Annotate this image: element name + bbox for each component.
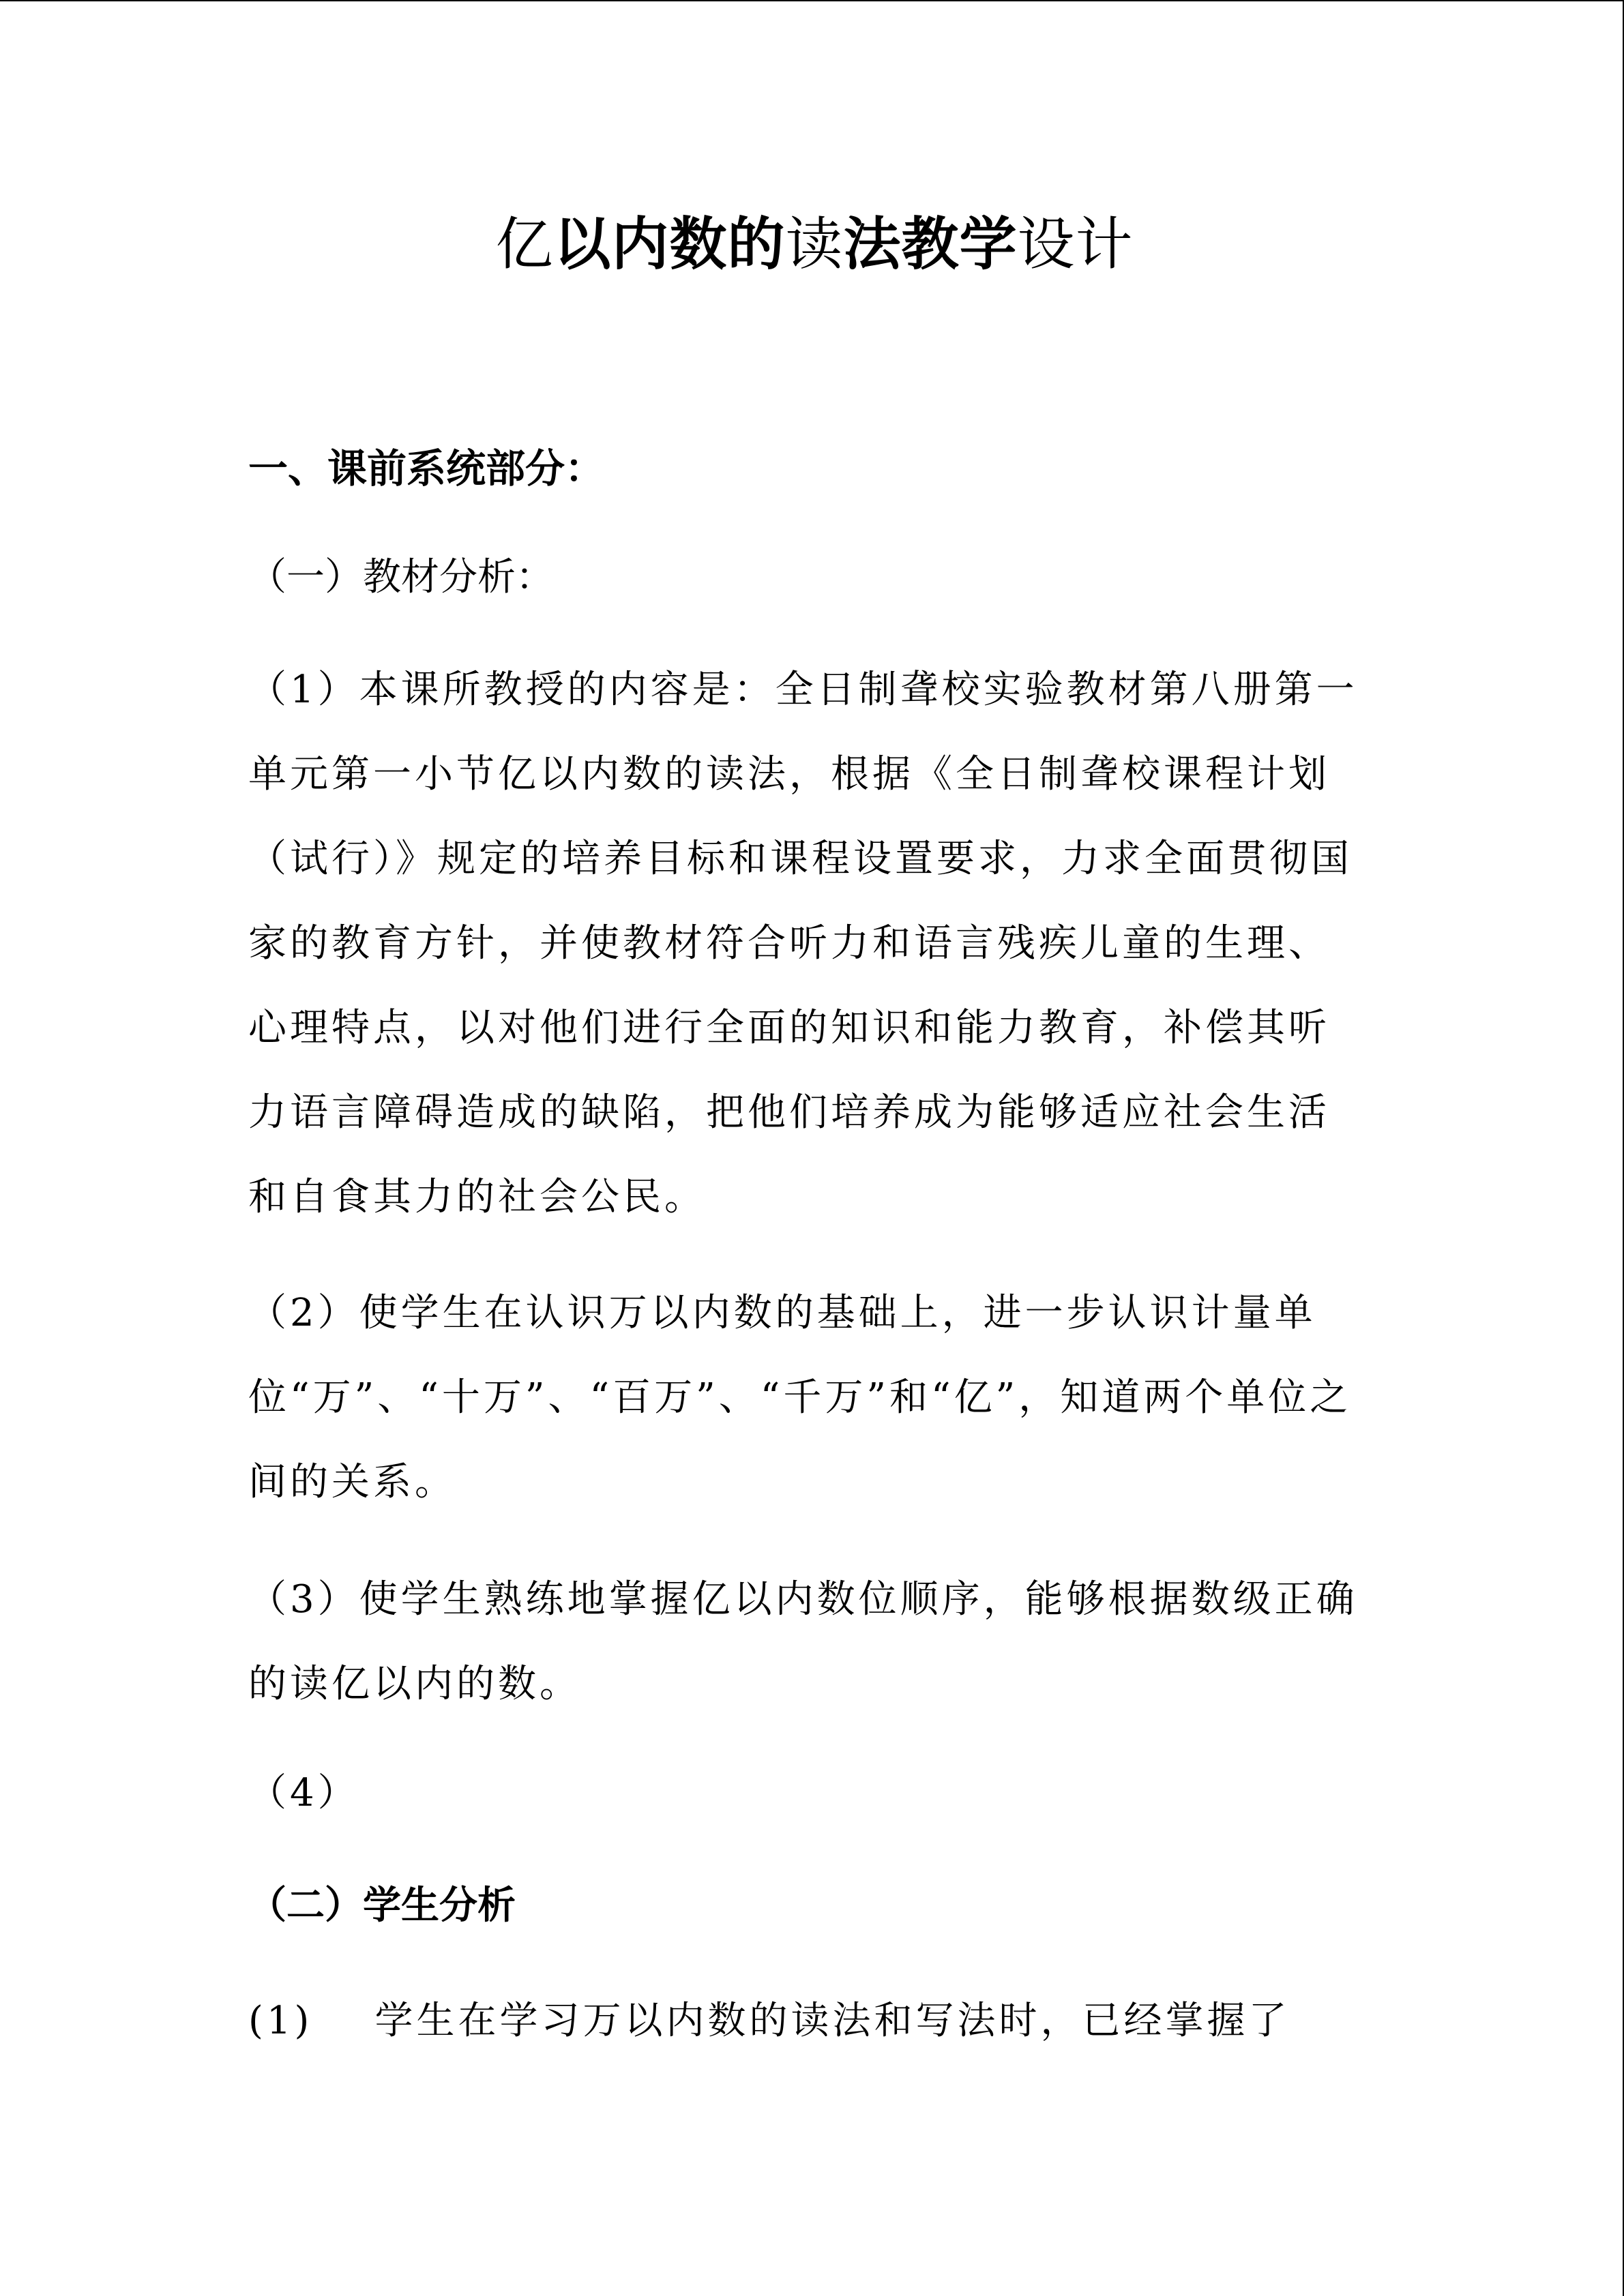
subsection-heading-student-analysis: （二）学生分析 [248, 1883, 516, 1928]
title-part-2: 以内数的 [553, 211, 786, 278]
document-title [248, 203, 1381, 285]
title-part-5: 设计 [1017, 211, 1134, 278]
paragraph-item-1: （1）本课所教授的内容是：全日制聋校实验教材第八册第一单元第一小节亿以内数的读法，根据《全日制聋校课程计划（试行）》规定的培养目标和课程设置要求，力求全面贯彻国家的教育方针，并使教材符合听力和语言残疾儿童的生理、心理特点，以对他们进行全面的知识和能力教育，补偿其听力语言障碍造成的缺陷，把他们培养成为能够适应社会生活和自食其力的社会公民。 [248, 668, 1358, 1219]
title-part-4: 法教学 [843, 211, 1018, 278]
title-part-3: 读 [785, 211, 844, 278]
subsection-heading-textbook-analysis: （一）教材分析： [248, 555, 554, 599]
paragraph-item-4: （4） [248, 1771, 359, 1815]
title-part-1: 亿 [495, 211, 554, 278]
section-heading-pre-class: 一、课前系统部分： [248, 445, 605, 492]
paragraph-item-3: （3）使学生熟练地掌握亿以内数位顺序，能够根据数级正确的读亿以内的数。 [248, 1577, 1358, 1706]
paragraph-item-2: （2）使学生在认识万以内数的基础上，进一步认识计量单位“万”、“十万”、“百万”、“千万”和“亿”，知道两个单位之间的关系。 [248, 1291, 1352, 1504]
paragraph-student-item-1: (1) 学生在学习万以内数的读法和写法时，已经掌握了 [248, 1999, 1290, 2043]
